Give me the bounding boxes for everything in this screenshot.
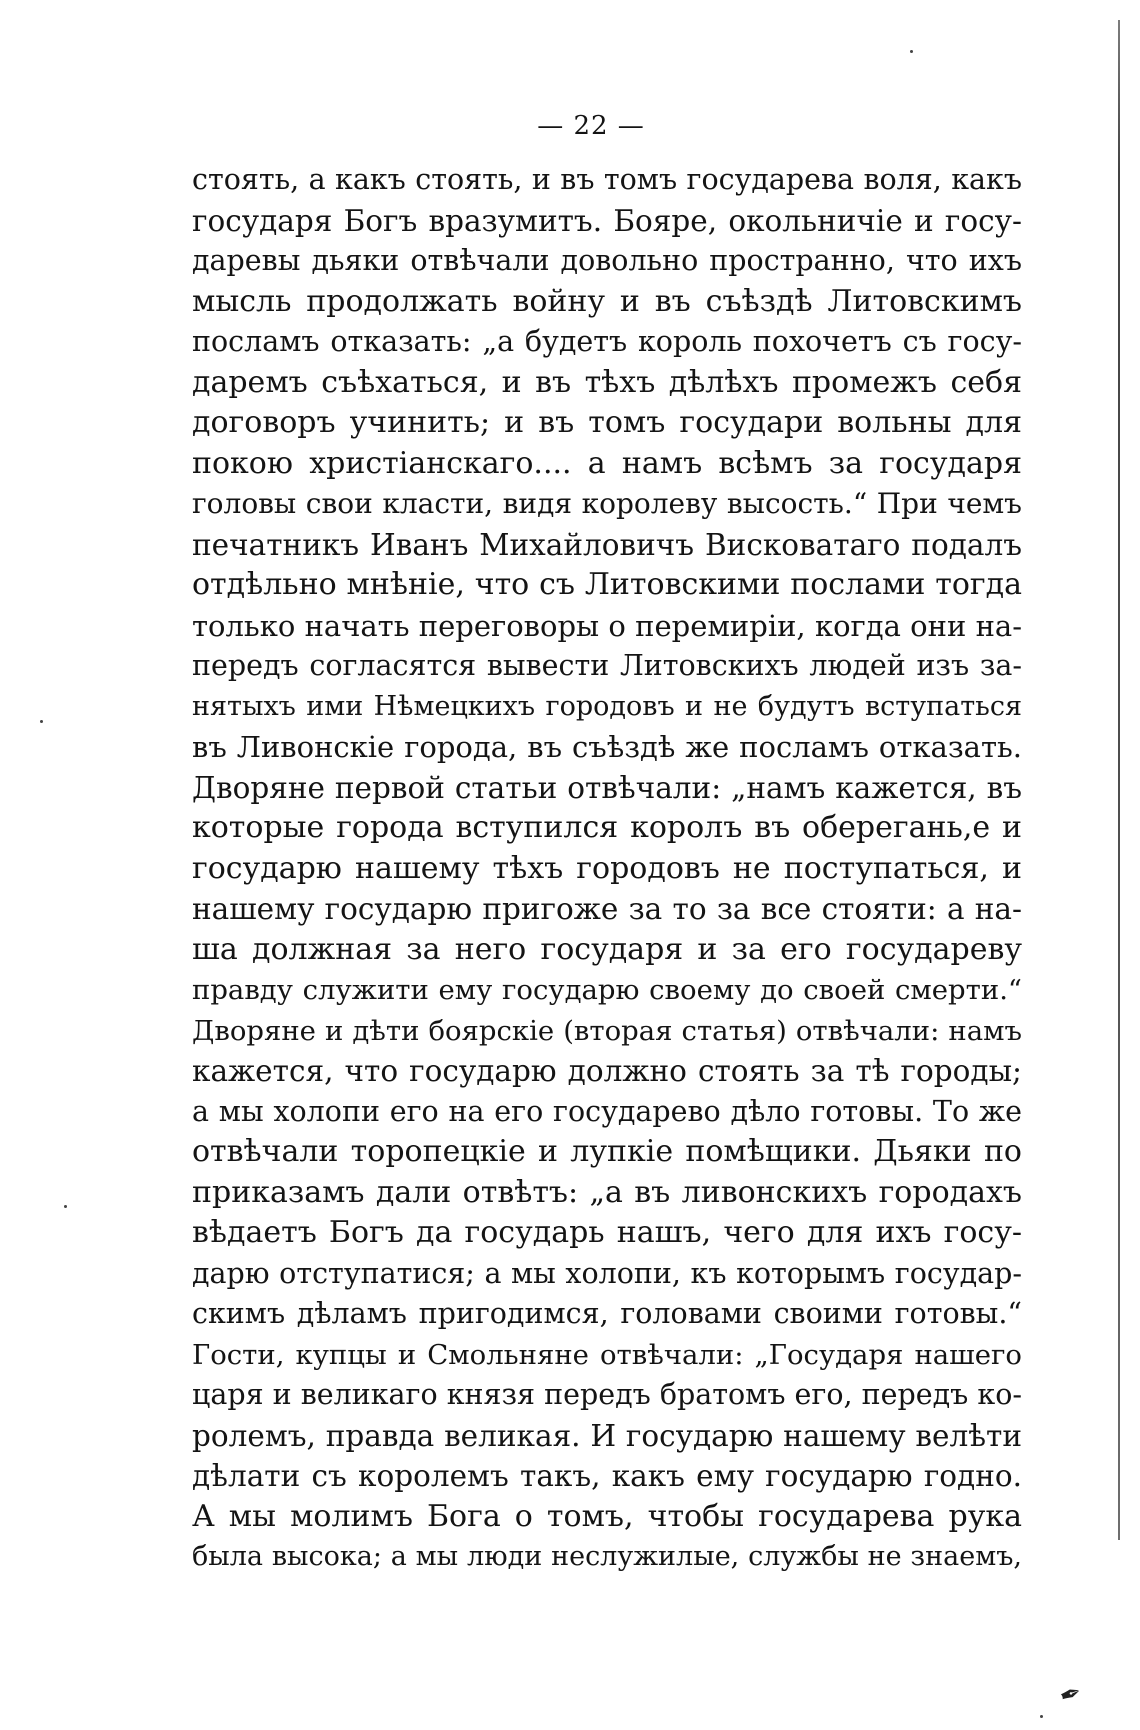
text-line: государя Богъ вразумитъ. Бояре, окольничіе и госу- — [192, 203, 1022, 238]
text-line: правду служити ему государю своему до своей смерти.“ — [192, 974, 1022, 1006]
text-line: стоять, а какъ стоять, и въ томъ государева воля, какъ — [192, 163, 1022, 196]
text-line: Гости, купцы и Смольняне отвѣчали: „Государя нашего — [192, 1338, 1022, 1371]
text-line: ша должная за него государя и за его государеву — [192, 931, 1022, 967]
text-line: посламъ отказать: „а будетъ король похочетъ съ госу- — [192, 325, 1022, 358]
text-line: Дворяне первой статьи отвѣчали: „намъ кажется, въ — [192, 770, 1022, 805]
scan-speck — [910, 50, 913, 53]
text-line: дарю отступатися; а мы холопи, къ которымъ государ- — [192, 1256, 1022, 1290]
text-line: нятыхъ ими Нѣмецкихъ городовъ и не будутъ вступаться — [192, 690, 1022, 722]
text-line: Дворяне и дѣти боярскіе (вторая статья) отвѣчали: намъ — [192, 1014, 1022, 1047]
text-line: даремъ съѣхаться, и въ тѣхъ дѣлѣхъ промежъ себя — [192, 364, 1022, 400]
text-line: была высока; а мы люди неслужилые, службы не знаемъ, — [192, 1541, 1022, 1572]
text-line: мысль продолжать войну и въ съѣздѣ Литовскимъ — [192, 283, 1022, 319]
text-line: скимъ дѣламъ пригодимся, головами своими готовы.“ — [192, 1297, 1022, 1330]
page-edge-shadow — [1118, 20, 1120, 1540]
text-line: вѣдаетъ Богъ да государь нашъ, чего для ихъ госу- — [192, 1215, 1022, 1250]
text-line: а мы холопи его на его государево дѣло готовы. То же — [192, 1094, 1022, 1128]
text-line: кажется, что государю должно стоять за тѣ городы; — [192, 1054, 1022, 1088]
text-line: царя и великаго князя передъ братомъ его, передъ ко- — [192, 1378, 1022, 1411]
text-line: которые города вступился королъ въ оберегань,е и — [192, 810, 1022, 845]
scan-mark-icon: ✒ — [1055, 1677, 1087, 1713]
text-line: печатникъ Иванъ Михайловичъ Висковатаго подалъ — [192, 527, 1022, 562]
text-line: отдѣльно мнѣніе, что съ Литовскими послами тогда — [192, 567, 1022, 602]
text-line: ролемъ, правда великая. И государю нашему велѣти — [192, 1418, 1022, 1453]
scan-speck — [1040, 1715, 1043, 1718]
text-line: только начать переговоры о перемиріи, когда они на- — [192, 608, 1022, 643]
page-number: — 22 — — [537, 111, 645, 141]
text-line: въ Ливонскіе города, въ съѣздѣ же посламъ отказать. — [192, 730, 1022, 764]
text-line: отвѣчали торопецкіе и лупкіе помѣщики. Дьяки по — [192, 1134, 1022, 1169]
scan-speck — [64, 1205, 67, 1208]
text-line: даревы дьяки отвѣчали довольно пространно, что ихъ — [192, 244, 1022, 277]
text-line: нашему государю пригоже за то за все стояти: а на- — [192, 892, 1022, 926]
text-line: покою христіанскаго.... а намъ всѣмъ за государя — [192, 445, 1022, 481]
body-text — [192, 160, 1022, 1578]
text-line: передъ согласятся вывести Литовскихъ людей изъ за- — [192, 649, 1022, 682]
text-line: дѣлати съ королемъ такъ, какъ ему государю годно. — [192, 1459, 1022, 1493]
scan-speck — [40, 720, 43, 723]
text-line: А мы молимъ Бога о томъ, чтобы государева рука — [192, 1498, 1022, 1534]
text-line: государю нашему тѣхъ городовъ не поступаться, и — [192, 850, 1022, 886]
text-line: договоръ учинить; и въ томъ государи вольны для — [192, 405, 1022, 440]
text-line: приказамъ дали отвѣтъ: „а въ ливонскихъ городахъ — [192, 1174, 1022, 1210]
text-line: головы свои класти, видя королеву высость.“ При чемъ — [192, 487, 1022, 520]
